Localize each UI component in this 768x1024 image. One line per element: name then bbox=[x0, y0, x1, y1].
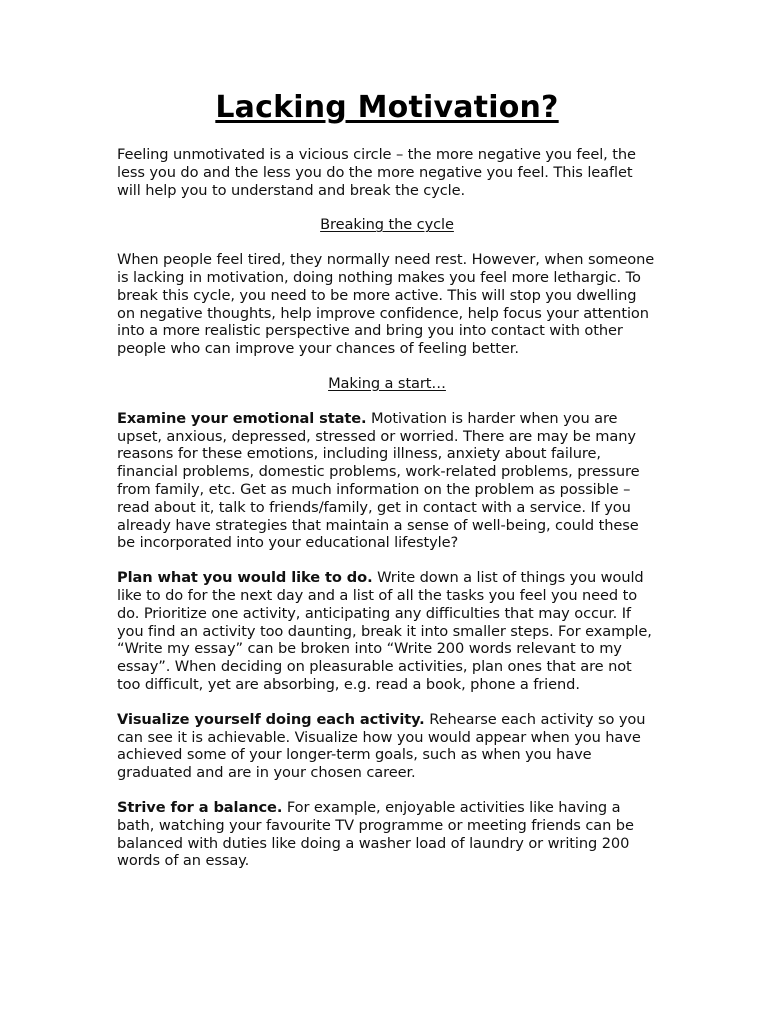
leaflet-page bbox=[117, 84, 657, 887]
section-text: Write down a list of things you would like to do for the next day and a list of all the tasks you feel you need to do. Prioritize one activity, anticipating any difficulties that may occur. If you find an activity too daunting, break it into smaller steps. For example, “Write my essay” can be broken into “Write 200 words relevant to my essay”. When deciding on pleasurable activities, plan ones that are not too difficult, yet are absorbing, e.g. read a book, phone a friend. bbox=[117, 569, 652, 693]
breaking-cycle-heading: Breaking the cycle bbox=[320, 216, 454, 234]
section-plan bbox=[117, 569, 657, 694]
page-title: Lacking Motivation? bbox=[215, 90, 559, 125]
section-emotional-state bbox=[117, 410, 657, 552]
intro-paragraph: Feeling unmotivated is a vicious circle – the more negative you feel, the less you do and the less you do the more negative you feel. This leaflet will help you to understand and break the cycle. bbox=[117, 146, 636, 199]
section-text: Rehearse each activity so you can see it is achievable. Visualize how you would appear when you have achieved some of your longer-term goals, such as when you have graduated and are in your chosen career. bbox=[117, 710, 646, 782]
section-lead: Plan what you would like to do. bbox=[117, 569, 373, 587]
section-lead: Visualize yourself doing each activity. bbox=[117, 710, 425, 728]
section-text: For example, enjoyable activities like having a bath, watching your favourite TV programme or meeting friends can be balanced with duties like doing a washer load of laundry or writing 200 words of an essay. bbox=[117, 798, 634, 870]
section-lead: Strive for a balance. bbox=[117, 798, 283, 816]
breaking-cycle-paragraph: When people feel tired, they normally need rest. However, when someone is lacking in motivation, doing nothing makes you feel more lethargic. To break this cycle, you need to be more active. This will stop you dwelling on negative thoughts, help improve confidence, help focus your attention into a more realistic perspective and bring you into contact with other people who can improve your chances of feeling better. bbox=[117, 251, 655, 358]
section-balance bbox=[117, 799, 657, 870]
making-start-heading: Making a start… bbox=[328, 374, 446, 392]
section-text: Motivation is harder when you are upset, anxious, depressed, stressed or worried. There are may be many reasons for these emotions, including illness, anxiety about failure, financial problems, domestic problems, work-related problems, pressure from family, etc. Get as much information on the problem as possible – read about it, talk to friends/family, get in contact with a service. If you already have strategies that maintain a sense of well-being, could these be incorporated into your educational lifestyle? bbox=[117, 409, 640, 552]
section-visualize bbox=[117, 711, 657, 782]
section-lead: Examine your emotional state. bbox=[117, 409, 367, 427]
